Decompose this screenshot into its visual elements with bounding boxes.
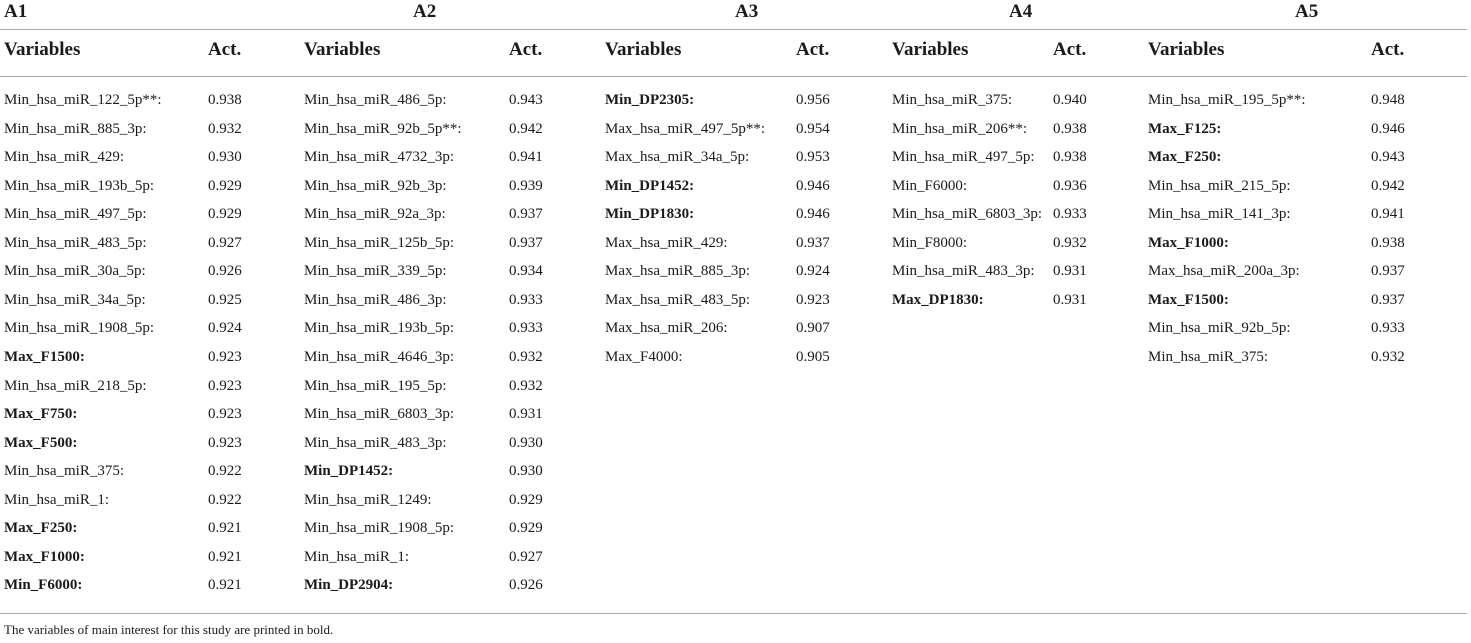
variable-cell: Min_hsa_miR_1:: [4, 491, 110, 508]
variable-cell: Min_F8000:: [892, 234, 968, 251]
variable-cell: Min_hsa_miR_125b_5p:: [304, 234, 455, 251]
act-value-cell: 0.937: [509, 206, 543, 223]
variable-cell: Max_F250:: [4, 520, 78, 537]
act-value-cell: 0.937: [1371, 263, 1405, 280]
act-value-cell: 0.953: [796, 149, 830, 166]
variable-cell: Max_F1000:: [1148, 234, 1229, 251]
variable-cell: Min_hsa_miR_486_5p:: [304, 92, 447, 108]
variable-cell: Min_hsa_miR_375:: [892, 92, 1013, 108]
act-value-cell: 0.932: [1053, 234, 1087, 251]
act-value-cell: 0.926: [208, 263, 242, 280]
variable-cell: Max_hsa_miR_429:: [605, 234, 728, 251]
act-value-cell: 0.937: [1371, 291, 1405, 308]
header-rule-bottom: [0, 76, 1467, 77]
act-value-cell: 0.939: [509, 177, 543, 194]
variable-cell: Min_DP1452:: [304, 463, 394, 480]
variable-cell: Max_F1500:: [4, 348, 85, 365]
variable-cell: Max_F1000:: [4, 548, 85, 565]
act-value-cell: 0.930: [208, 149, 242, 166]
act-value-cell: 0.929: [509, 520, 543, 537]
act-value-cell: 0.921: [208, 548, 242, 565]
variable-cell: Min_hsa_miR_4646_3p:: [304, 348, 455, 365]
group-title-a5: A5: [1295, 1, 1319, 22]
header-rule-top: [0, 29, 1467, 30]
act-value-cell: 0.923: [208, 377, 242, 394]
act-value-cell: 0.946: [796, 177, 830, 194]
table-rule-bottom: [0, 613, 1467, 614]
act-value-cell: 0.942: [509, 120, 543, 137]
act-value-cell: 0.905: [796, 348, 830, 365]
act-value-cell: 0.927: [208, 234, 242, 251]
column-header-act: Act.: [1371, 39, 1405, 60]
variable-cell: Max_F750:: [4, 406, 78, 423]
act-value-cell: 0.931: [509, 406, 543, 423]
table-footnote: The variables of main interest for this study are printed in bold.: [4, 622, 334, 637]
act-value-cell: 0.933: [509, 291, 543, 308]
act-value-cell: 0.941: [1371, 206, 1405, 223]
act-value-cell: 0.938: [1371, 234, 1405, 251]
act-value-cell: 0.925: [208, 291, 242, 308]
act-value-cell: 0.929: [208, 177, 242, 194]
act-value-cell: 0.937: [509, 234, 543, 251]
variable-cell: Min_hsa_miR_1908_5p:: [4, 320, 155, 337]
act-value-cell: 0.941: [509, 149, 543, 166]
variable-cell: Min_hsa_miR_218_5p:: [4, 377, 147, 394]
variable-cell: Max_hsa_miR_34a_5p:: [605, 149, 750, 166]
act-value-cell: 0.922: [208, 463, 242, 480]
act-value-cell: 0.923: [208, 406, 242, 423]
variable-cell: Min_DP2305:: [605, 92, 695, 108]
variable-cell: Min_hsa_miR_497_5p:: [892, 149, 1035, 166]
act-value-cell: 0.907: [796, 320, 830, 337]
variable-cell: Min_hsa_miR_92b_5p**:: [304, 120, 462, 137]
act-value-cell: 0.937: [796, 234, 830, 251]
variable-cell: Min_hsa_miR_206**:: [892, 120, 1028, 137]
variable-cell: Min_hsa_miR_486_3p:: [304, 291, 447, 308]
variable-cell: Max_hsa_miR_497_5p**:: [605, 120, 765, 137]
variable-cell: Min_hsa_miR_30a_5p:: [4, 263, 146, 280]
act-value-cell: 0.921: [208, 520, 242, 537]
variable-cell: Max_hsa_miR_885_3p:: [605, 263, 750, 280]
act-value-cell: 0.922: [208, 491, 242, 508]
act-value-cell: 0.929: [509, 491, 543, 508]
act-value-cell: 0.930: [509, 463, 543, 480]
variable-cell: Min_hsa_miR_339_5p:: [304, 263, 447, 280]
variable-cell: Min_hsa_miR_483_3p:: [892, 263, 1035, 280]
act-value-cell: 0.921: [208, 577, 242, 594]
act-value-cell: 0.954: [796, 120, 830, 137]
column-header-variables: Variables: [304, 39, 381, 60]
variable-cell: Max_hsa_miR_206:: [605, 320, 728, 337]
variable-cell: Min_hsa_miR_1:: [304, 548, 410, 565]
variable-cell: Min_hsa_miR_375:: [4, 463, 125, 480]
variable-cell: Min_DP1452:: [605, 177, 695, 194]
act-value-cell: 0.924: [208, 320, 242, 337]
variable-cell: Min_hsa_miR_6803_3p:: [892, 206, 1043, 223]
variable-cell: Min_hsa_miR_497_5p:: [4, 206, 147, 223]
variable-cell: Min_hsa_miR_885_3p:: [4, 120, 147, 137]
act-value-cell: 0.948: [1371, 92, 1405, 108]
act-value-cell: 0.943: [1371, 149, 1405, 166]
act-value-cell: 0.943: [509, 92, 543, 108]
act-value-cell: 0.931: [1053, 263, 1087, 280]
column-header-act: Act.: [208, 39, 242, 60]
variable-cell: Min_F6000:: [4, 577, 83, 594]
group-title-a3: A3: [735, 1, 759, 22]
variable-cell: Max_F4000:: [605, 348, 683, 365]
variable-cell: Max_hsa_miR_200a_3p:: [1148, 263, 1300, 280]
variable-cell: Max_F125:: [1148, 120, 1222, 137]
variable-cell: Min_hsa_miR_4732_3p:: [304, 149, 455, 166]
variable-cell: Min_hsa_miR_215_5p:: [1148, 177, 1291, 194]
variable-cell: Min_F6000:: [892, 177, 968, 194]
act-value-cell: 0.926: [509, 577, 543, 594]
variable-cell: Min_hsa_miR_1249:: [304, 491, 432, 508]
group-title-a4: A4: [1009, 1, 1033, 22]
variable-cell: Min_hsa_miR_34a_5p:: [4, 291, 146, 308]
variable-cell: Min_DP2904:: [304, 577, 394, 594]
variable-cell: Max_DP1830:: [892, 291, 984, 308]
variable-cell: Min_hsa_miR_195_5p:: [304, 377, 447, 394]
variable-cell: Min_hsa_miR_483_3p:: [304, 434, 447, 451]
variable-cell: Min_hsa_miR_1908_5p:: [304, 520, 455, 537]
variable-cell: Min_hsa_miR_429:: [4, 149, 125, 166]
variable-cell: Min_hsa_miR_6803_3p:: [304, 406, 455, 423]
act-value-cell: 0.956: [796, 92, 830, 108]
act-value-cell: 0.933: [1371, 320, 1405, 337]
variable-cell: Max_F250:: [1148, 149, 1222, 166]
column-header-variables: Variables: [605, 39, 682, 60]
variable-cell: Min_hsa_miR_193b_5p:: [304, 320, 455, 337]
act-value-cell: 0.923: [208, 348, 242, 365]
group-title-a1: A1: [4, 1, 28, 22]
act-value-cell: 0.946: [796, 206, 830, 223]
variable-cell: Min_hsa_miR_483_5p:: [4, 234, 147, 251]
act-value-cell: 0.930: [509, 434, 543, 451]
act-value-cell: 0.932: [509, 377, 543, 394]
variable-cell: Max_F500:: [4, 434, 78, 451]
variable-cell: Min_hsa_miR_193b_5p:: [4, 177, 155, 194]
act-value-cell: 0.938: [1053, 149, 1087, 166]
act-value-cell: 0.929: [208, 206, 242, 223]
variable-cell: Max_hsa_miR_483_5p:: [605, 291, 750, 308]
act-value-cell: 0.932: [1371, 348, 1405, 365]
act-value-cell: 0.924: [796, 263, 830, 280]
act-value-cell: 0.923: [796, 291, 830, 308]
variable-cell: Min_hsa_miR_375:: [1148, 348, 1269, 365]
variable-cell: Min_hsa_miR_92b_5p:: [1148, 320, 1291, 337]
act-value-cell: 0.923: [208, 434, 242, 451]
column-header-act: Act.: [796, 39, 830, 60]
variable-cell: Min_hsa_miR_92b_3p:: [304, 177, 447, 194]
act-value-cell: 0.940: [1053, 92, 1087, 108]
act-value-cell: 0.932: [208, 120, 242, 137]
variable-cell: Max_F1500:: [1148, 291, 1229, 308]
column-header-act: Act.: [1053, 39, 1087, 60]
group-title-a2: A2: [413, 1, 437, 22]
act-value-cell: 0.933: [509, 320, 543, 337]
act-value-cell: 0.927: [509, 548, 543, 565]
act-value-cell: 0.938: [1053, 120, 1087, 137]
act-value-cell: 0.934: [509, 263, 543, 280]
column-header-variables: Variables: [1148, 39, 1225, 60]
variable-cell: Min_hsa_miR_141_3p:: [1148, 206, 1291, 223]
variable-cell: Min_hsa_miR_92a_3p:: [304, 206, 446, 223]
variable-cell: Min_DP1830:: [605, 206, 695, 223]
act-value-cell: 0.942: [1371, 177, 1405, 194]
variable-cell: Min_hsa_miR_122_5p**:: [4, 92, 162, 108]
act-value-cell: 0.932: [509, 348, 543, 365]
variable-cell: Min_hsa_miR_195_5p**:: [1148, 92, 1306, 108]
act-value-cell: 0.931: [1053, 291, 1087, 308]
act-value-cell: 0.938: [208, 92, 242, 108]
column-header-variables: Variables: [892, 39, 969, 60]
column-header-act: Act.: [509, 39, 543, 60]
column-header-variables: Variables: [4, 39, 81, 60]
act-value-cell: 0.946: [1371, 120, 1405, 137]
act-value-cell: 0.936: [1053, 177, 1087, 194]
act-value-cell: 0.933: [1053, 206, 1087, 223]
